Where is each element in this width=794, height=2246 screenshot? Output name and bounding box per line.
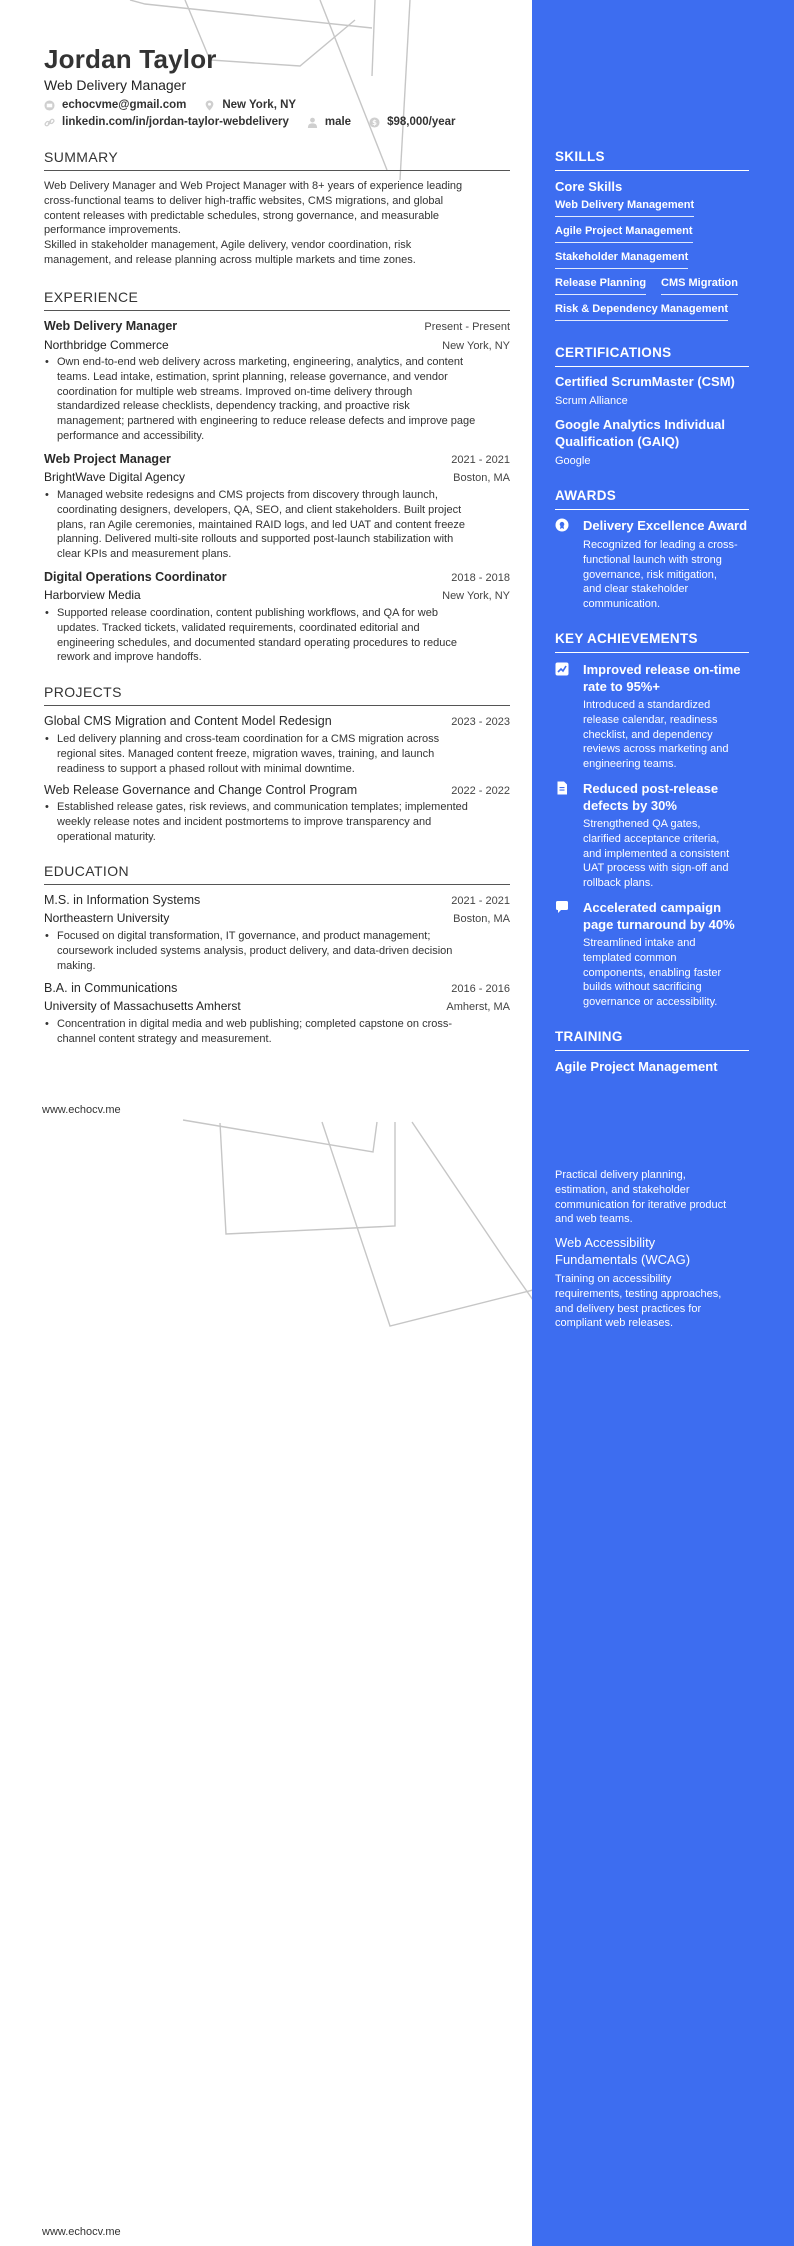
desc-line: engineering teams. xyxy=(583,758,677,771)
experience-entry-header xyxy=(44,570,510,584)
desc-line: checklist, and dependency xyxy=(583,728,713,741)
experience-heading: EXPERIENCE xyxy=(44,289,510,311)
linkedin-text: linkedin.com/in/jordan-taylor-webdelivery xyxy=(62,116,289,128)
experience-entry-company xyxy=(44,470,510,484)
summary-line: management, and release planning across multiple markets and time zones. xyxy=(44,253,416,266)
skill-tag: Release Planning xyxy=(555,277,646,295)
desc-line: coordinating designers, developers, QA, SEO, and client stakeholders. Built project xyxy=(57,503,462,516)
desc-line: regional sites. Managed content freeze, migration waves, training, and launch xyxy=(57,747,435,760)
skills-heading: SKILLS xyxy=(555,149,749,171)
training-heading: TRAINING xyxy=(555,1029,749,1051)
desc-line: communication for iterative product xyxy=(555,1198,727,1211)
desc-line: Supported release coordination, content publishing workflows, and QA for web xyxy=(57,607,438,619)
candidate-name: Jordan Taylor xyxy=(44,44,217,74)
gender-item xyxy=(307,116,351,128)
summary-line: content releases with predictable schedules, strong governance, and measurable xyxy=(44,209,440,222)
summary-line: Web Delivery Manager and Web Project Manager with 8+ years of experience leading xyxy=(44,180,463,192)
title-line: page turnaround by 40% xyxy=(583,917,735,932)
desc-line: readiness to support a phased rollout with minimal downtime. xyxy=(57,762,355,775)
desc-line: operational maturity. xyxy=(57,830,156,843)
contact-row-2 xyxy=(44,116,456,128)
desc-line: Practical delivery planning, xyxy=(555,1169,686,1181)
title-line: Web Accessibility xyxy=(555,1235,656,1250)
project-dates: 2022 - 2022 xyxy=(451,785,510,797)
email-icon xyxy=(44,100,55,111)
degree-name: M.S. in Information Systems xyxy=(44,893,201,907)
certification-issuer: Google xyxy=(555,455,591,467)
desc-line: coursework included systems analysis, product delivery, and data-driven decision xyxy=(57,944,453,957)
degree-name: B.A. in Communications xyxy=(44,981,178,995)
school-name: Northeastern University xyxy=(44,911,170,925)
desc-line: making. xyxy=(57,959,96,972)
job-role: Web Delivery Manager xyxy=(44,319,178,333)
link-icon xyxy=(44,117,55,128)
desc-line: plans, ran Agile ceremonies, maintained RAID logs, and led UAT and content freeze xyxy=(57,518,466,531)
education-entry-school xyxy=(44,911,510,925)
location-item xyxy=(204,99,296,111)
project-name: Web Release Governance and Change Control Program xyxy=(44,783,358,797)
desc-line: Concentration in digital media and web publishing; completed capstone on cross- xyxy=(57,1018,453,1030)
location-pin-icon xyxy=(204,100,215,111)
company-location: New York, NY xyxy=(442,590,510,602)
company-location: New York, NY xyxy=(442,340,510,352)
desc-line: Introduced a standardized xyxy=(583,699,711,711)
desc-line: Training on accessibility xyxy=(555,1273,672,1285)
experience-entry-header xyxy=(44,452,510,466)
candidate-title: Web Delivery Manager xyxy=(44,77,187,93)
desc-line: clarified acceptance criteria, xyxy=(583,832,720,845)
desc-line: release calendar, readiness xyxy=(583,713,718,726)
desc-line: standardized release checklists, dependency tracking, and proactive risk xyxy=(57,400,410,413)
desc-line: reviews across marketing and xyxy=(583,743,729,756)
training-name: Agile Project Management xyxy=(555,1059,718,1074)
job-dates: Present - Present xyxy=(424,321,510,333)
desc-line: coordination for multiple web streams. Improved on-time delivery through xyxy=(57,385,413,398)
certification-name: Certified ScrumMaster (CSM) xyxy=(555,374,735,389)
desc-line: functional launch with strong xyxy=(583,553,722,566)
desc-line: and implemented a consistent xyxy=(583,847,730,860)
experience-entry-company xyxy=(44,588,510,602)
title-line: Improved release on-time xyxy=(583,662,741,677)
linkedin-item[interactable] xyxy=(44,116,289,128)
achievement-title xyxy=(583,661,741,695)
desc-line: clear KPIs and measurement plans. xyxy=(57,548,232,561)
job-role: Web Project Manager xyxy=(44,452,171,466)
salary-item xyxy=(369,116,455,128)
achievements-heading: KEY ACHIEVEMENTS xyxy=(555,631,749,653)
skill-tag: Stakeholder Management xyxy=(555,251,688,269)
school-name: University of Massachusetts Amherst xyxy=(44,999,241,1013)
salary-text: $98,000/year xyxy=(387,116,456,128)
certification-issuer: Scrum Alliance xyxy=(555,395,628,407)
desc-line: requirements, testing approaches, xyxy=(555,1287,722,1300)
title-line: defects by 30% xyxy=(583,798,677,813)
contact-row-1 xyxy=(44,99,296,111)
summary-line: performance improvements. xyxy=(44,224,181,237)
achievement-description xyxy=(583,936,721,1010)
project-dates: 2023 - 2023 xyxy=(451,716,510,728)
desc-line: templated common xyxy=(583,951,677,964)
education-description: • Concentration in digital media and web publishing; completed capstone on cross- channel content strategy and measurement. xyxy=(44,1017,510,1047)
sidebar xyxy=(532,0,794,2246)
desc-line: governance or accessibility. xyxy=(583,996,718,1009)
desc-line: engineering schedules, and documented standard operating procedures to reduce xyxy=(57,636,457,649)
certification-name: Qualification (GAIQ) xyxy=(555,434,680,449)
achievement-description xyxy=(583,817,729,891)
svg-text:$: $ xyxy=(372,118,377,127)
desc-line: teams. Lead intake, estimation, sprint planning, release governance, and vendor xyxy=(57,370,448,383)
desc-line: rework and improve handoffs. xyxy=(57,651,202,664)
email-text: echocvme@gmail.com xyxy=(62,99,187,111)
degree-dates: 2016 - 2016 xyxy=(451,983,510,995)
achievement-title xyxy=(583,899,735,933)
certifications-heading: CERTIFICATIONS xyxy=(555,345,749,367)
desc-line: Recognized for leading a cross- xyxy=(583,539,738,551)
summary-heading: SUMMARY xyxy=(44,149,510,171)
project-description: • Led delivery planning and cross-team coordination for a CMS migration across regional sites. Managed content freeze, migration waves, training, and launch readiness to support a phased rollout with minimal downtime. xyxy=(44,732,510,776)
project-entry-header xyxy=(44,783,510,797)
company-location: Boston, MA xyxy=(453,472,510,484)
desc-line: channel content strategy and measurement. xyxy=(57,1032,272,1045)
desc-line: governance, risk mitigation, xyxy=(583,568,717,581)
skill-tag: CMS Migration xyxy=(661,277,738,295)
summary-line: Skilled in stakeholder management, Agile delivery, vendor coordination, risk xyxy=(44,239,412,252)
desc-line: communication. xyxy=(583,598,661,611)
summary-line: cross-functional teams to deliver high-traffic websites, CMS migrations, and global xyxy=(44,194,444,207)
title-line: rate to 95%+ xyxy=(583,679,660,694)
project-description: • Established release gates, risk reviews, and communication templates; implemented weekly release notes and incident postmortems to improve transparency and operational maturity. xyxy=(44,800,510,844)
desc-line: performance and accessibility. xyxy=(57,429,205,442)
desc-line: builds without sacrificing xyxy=(583,981,702,994)
desc-line: Managed website redesigns and CMS projects from discovery through launch, xyxy=(57,489,438,501)
desc-line: planning. Delivered multi-site rollouts and supported post-launch stabilization with xyxy=(57,533,454,546)
desc-line: rollback plans. xyxy=(583,877,654,890)
projects-heading: PROJECTS xyxy=(44,684,510,706)
document-icon xyxy=(555,781,569,795)
job-description: • Own end-to-end web delivery across marketing, engineering, analytics, and content teams. Lead intake, estimation, sprint planning, release governance, and vendor coordination for multiple web streams. Improved on-time delivery through standardized release checklists, dependency tracking, and proactive risk management; partnered with engineering to reduce release defects and improve page performance and accessibility. xyxy=(44,355,510,444)
title-line: Accelerated campaign xyxy=(583,900,722,915)
skill-tag: Web Delivery Management xyxy=(555,199,694,217)
education-entry-header xyxy=(44,893,510,907)
desc-line: weekly release notes and incident postmortems to improve transparency and xyxy=(57,815,432,828)
education-description: • Focused on digital transformation, IT governance, and product management; coursework included systems analysis, product delivery, and data-driven decision making. xyxy=(44,929,510,973)
training-description xyxy=(555,1272,721,1331)
job-dates: 2021 - 2021 xyxy=(451,454,510,466)
certification-name: Google Analytics Individual xyxy=(555,417,725,432)
desc-line: estimation, and stakeholder xyxy=(555,1183,690,1196)
achievement-description xyxy=(583,698,729,772)
desc-line: Streamlined intake and xyxy=(583,937,696,949)
gender-text: male xyxy=(324,116,352,128)
experience-entry-company xyxy=(44,338,510,352)
footer-link[interactable]: www.echocv.me xyxy=(42,1104,121,1116)
training-name xyxy=(555,1234,690,1268)
location-text: New York, NY xyxy=(222,99,297,111)
skills-subtitle: Core Skills xyxy=(555,179,623,194)
experience-entry-header xyxy=(44,319,510,333)
award-description xyxy=(583,538,738,612)
desc-line: Led delivery planning and cross-team coordination for a CMS migration across xyxy=(57,733,440,745)
job-dates: 2018 - 2018 xyxy=(451,572,510,584)
person-icon xyxy=(307,117,318,128)
project-entry-header xyxy=(44,714,510,728)
job-description: • Managed website redesigns and CMS projects from discovery through launch, coordinating designers, developers, QA, SEO, and client stakeholders. Built project plans, ran Agile ceremonies, maintained RAID logs, and led UAT and content freeze planning. Delivered multi-site rollouts and supported post-launch stabilization with clear KPIs and measurement plans. xyxy=(44,488,510,562)
chart-icon xyxy=(555,662,569,676)
desc-line: UAT process with sign-off and xyxy=(583,862,729,875)
education-entry-school xyxy=(44,999,510,1013)
chat-icon xyxy=(555,900,569,914)
awards-heading: AWARDS xyxy=(555,488,749,510)
desc-line: updates. Tracked tickets, validated requirements, coordinated editorial and xyxy=(57,621,420,634)
company-name: Harborview Media xyxy=(44,588,141,602)
desc-line: components, enabling faster xyxy=(583,966,722,979)
education-heading: EDUCATION xyxy=(44,863,510,885)
email-item[interactable] xyxy=(44,99,186,111)
desc-line: Focused on digital transformation, IT governance, and product management; xyxy=(57,930,431,942)
skill-tag: Agile Project Management xyxy=(555,225,693,243)
award-icon xyxy=(555,518,569,532)
company-name: BrightWave Digital Agency xyxy=(44,470,185,484)
job-description: • Supported release coordination, content publishing workflows, and QA for web updates. Tracked tickets, validated requirements, coordinated editorial and engineering schedules, and documented standard operating procedures to reduce rework and improve handoffs. xyxy=(44,606,510,665)
desc-line: Established release gates, risk reviews, and communication templates; implemented xyxy=(57,801,468,813)
school-location: Boston, MA xyxy=(453,913,510,925)
title-line: Reduced post-release xyxy=(583,781,719,796)
school-location: Amherst, MA xyxy=(446,1001,510,1013)
achievement-title xyxy=(583,780,718,814)
desc-line: Strengthened QA gates, xyxy=(583,818,701,830)
training-description xyxy=(555,1168,726,1227)
skill-tag: Risk & Dependency Management xyxy=(555,303,728,321)
desc-line: Own end-to-end web delivery across marketing, engineering, analytics, and content xyxy=(57,356,464,368)
company-name: Northbridge Commerce xyxy=(44,338,169,352)
desc-line: and delivery best practices for xyxy=(555,1302,702,1315)
award-name: Delivery Excellence Award xyxy=(583,518,748,533)
desc-line: and clear stakeholder xyxy=(583,583,689,596)
summary-text xyxy=(44,179,510,268)
education-entry-header xyxy=(44,981,510,995)
desc-line: and web teams. xyxy=(555,1213,633,1226)
degree-dates: 2021 - 2021 xyxy=(451,895,510,907)
desc-line: management; partnered with engineering to reduce release defects and improve page xyxy=(57,415,476,428)
job-role: Digital Operations Coordinator xyxy=(44,570,227,584)
desc-line: compliant web releases. xyxy=(555,1317,674,1330)
project-name: Global CMS Migration and Content Model Redesign xyxy=(44,714,332,728)
title-line: Fundamentals (WCAG) xyxy=(555,1252,691,1267)
salary-icon xyxy=(369,117,380,128)
footer-link[interactable]: www.echocv.me xyxy=(42,2226,121,2238)
